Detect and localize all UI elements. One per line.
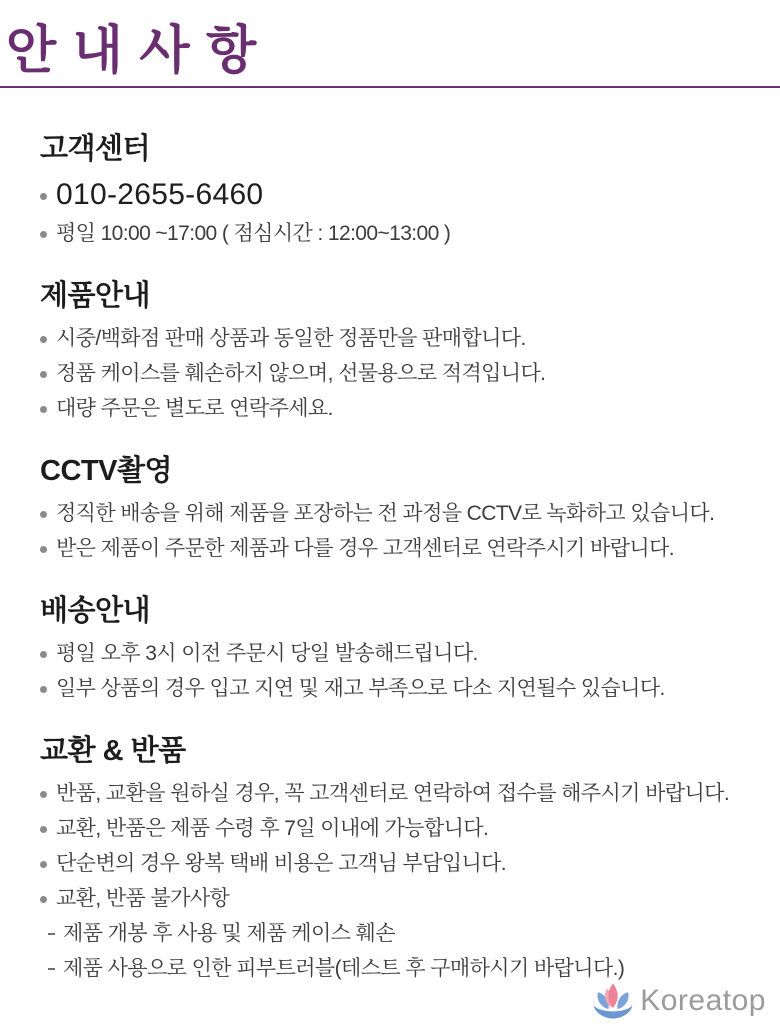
list-item-phone-number [40, 174, 750, 216]
list-item-text: 제품 사용으로 인한 피부트러블(테스트 후 구매하시기 바랍니다.) [63, 957, 625, 980]
section-heading: 교환 & 반품 [40, 735, 186, 767]
list-sub-item [40, 916, 750, 951]
section-item-list [40, 636, 750, 706]
list-item [40, 636, 750, 671]
list-item [40, 811, 750, 846]
list-item-text: 평일 오후 3시 이전 주문시 당일 발송해드립니다. [56, 642, 478, 665]
section-cctv [40, 454, 750, 566]
list-item [40, 496, 750, 531]
list-item [40, 671, 750, 706]
bullet-icon [40, 861, 47, 868]
section-shipping-info [40, 594, 750, 706]
bullet-icon [40, 546, 47, 553]
list-sub-item [40, 951, 750, 986]
list-item [40, 776, 750, 811]
bullet-icon [40, 371, 47, 378]
list-item-text: 교환, 반품 불가사항 [56, 887, 230, 910]
list-item-text: 받은 제품이 주문한 제품과 다를 경우 고객센터로 연락주시기 바랍니다. [56, 537, 675, 560]
list-item-business-hours [40, 216, 750, 251]
section-exchange-return [40, 734, 750, 986]
section-item-list [40, 174, 750, 251]
section-heading: 고객센터 [40, 133, 151, 165]
bullet-icon [40, 826, 47, 833]
list-item-text: 010-2655-6460 [56, 178, 264, 211]
list-item-text: 대량 주문은 별도로 연락주세요. [56, 397, 333, 420]
list-item [40, 531, 750, 566]
list-item [40, 356, 750, 391]
dash-icon [48, 968, 55, 970]
bullet-icon [40, 406, 47, 413]
section-customer-center [40, 132, 750, 251]
list-item-text: 반품, 교환을 원하실 경우, 꼭 고객센터로 연락하여 접수를 해주시기 바랍니다. [56, 782, 730, 805]
bullet-icon [40, 896, 47, 903]
section-heading: 배송안내 [40, 595, 151, 627]
bullet-icon [40, 791, 47, 798]
list-item-text: 단순변의 경우 왕복 택배 비용은 고객님 부담입니다. [56, 852, 507, 875]
dash-icon [48, 933, 55, 935]
list-item-text: 정품 케이스를 훼손하지 않으며, 선물용으로 적격입니다. [56, 362, 546, 385]
list-item-text: 교환, 반품은 제품 수령 후 7일 이내에 가능합니다. [56, 817, 489, 840]
list-item-text: 시중/백화점 판매 상품과 동일한 정품만을 판매합니다. [56, 327, 526, 350]
bullet-icon [40, 336, 47, 343]
list-item-text: 일부 상품의 경우 입고 지연 및 재고 부족으로 다소 지연될수 있습니다. [56, 677, 665, 700]
list-item [40, 881, 750, 916]
koreatop-logo [591, 982, 766, 1020]
section-item-list [40, 776, 750, 986]
page-header [0, 0, 780, 88]
list-item-text: 정직한 배송을 위해 제품을 포장하는 전 과정을 CCTV로 녹화하고 있습니다. [56, 502, 715, 525]
logo-text: Koreatop [640, 984, 766, 1017]
section-item-list [40, 321, 750, 426]
lotus-icon [591, 982, 635, 1020]
list-item [40, 846, 750, 881]
bullet-icon [40, 511, 47, 518]
section-heading: 제품안내 [40, 280, 151, 312]
list-item [40, 321, 750, 356]
notice-content [0, 132, 780, 986]
bullet-icon [40, 651, 47, 658]
list-item-text: 제품 개봉 후 사용 및 제품 케이스 훼손 [63, 922, 395, 945]
page-title: 안 내 사 항 [6, 22, 258, 80]
bullet-icon [40, 193, 47, 200]
bullet-icon [40, 686, 47, 693]
section-product-info [40, 279, 750, 426]
list-item-text: 평일 10:00 ~17:00 ( 점심시간 : 12:00~13:00 ) [56, 222, 451, 245]
section-heading: CCTV촬영 [40, 455, 172, 487]
bullet-icon [40, 231, 47, 238]
list-item [40, 391, 750, 426]
section-item-list [40, 496, 750, 566]
